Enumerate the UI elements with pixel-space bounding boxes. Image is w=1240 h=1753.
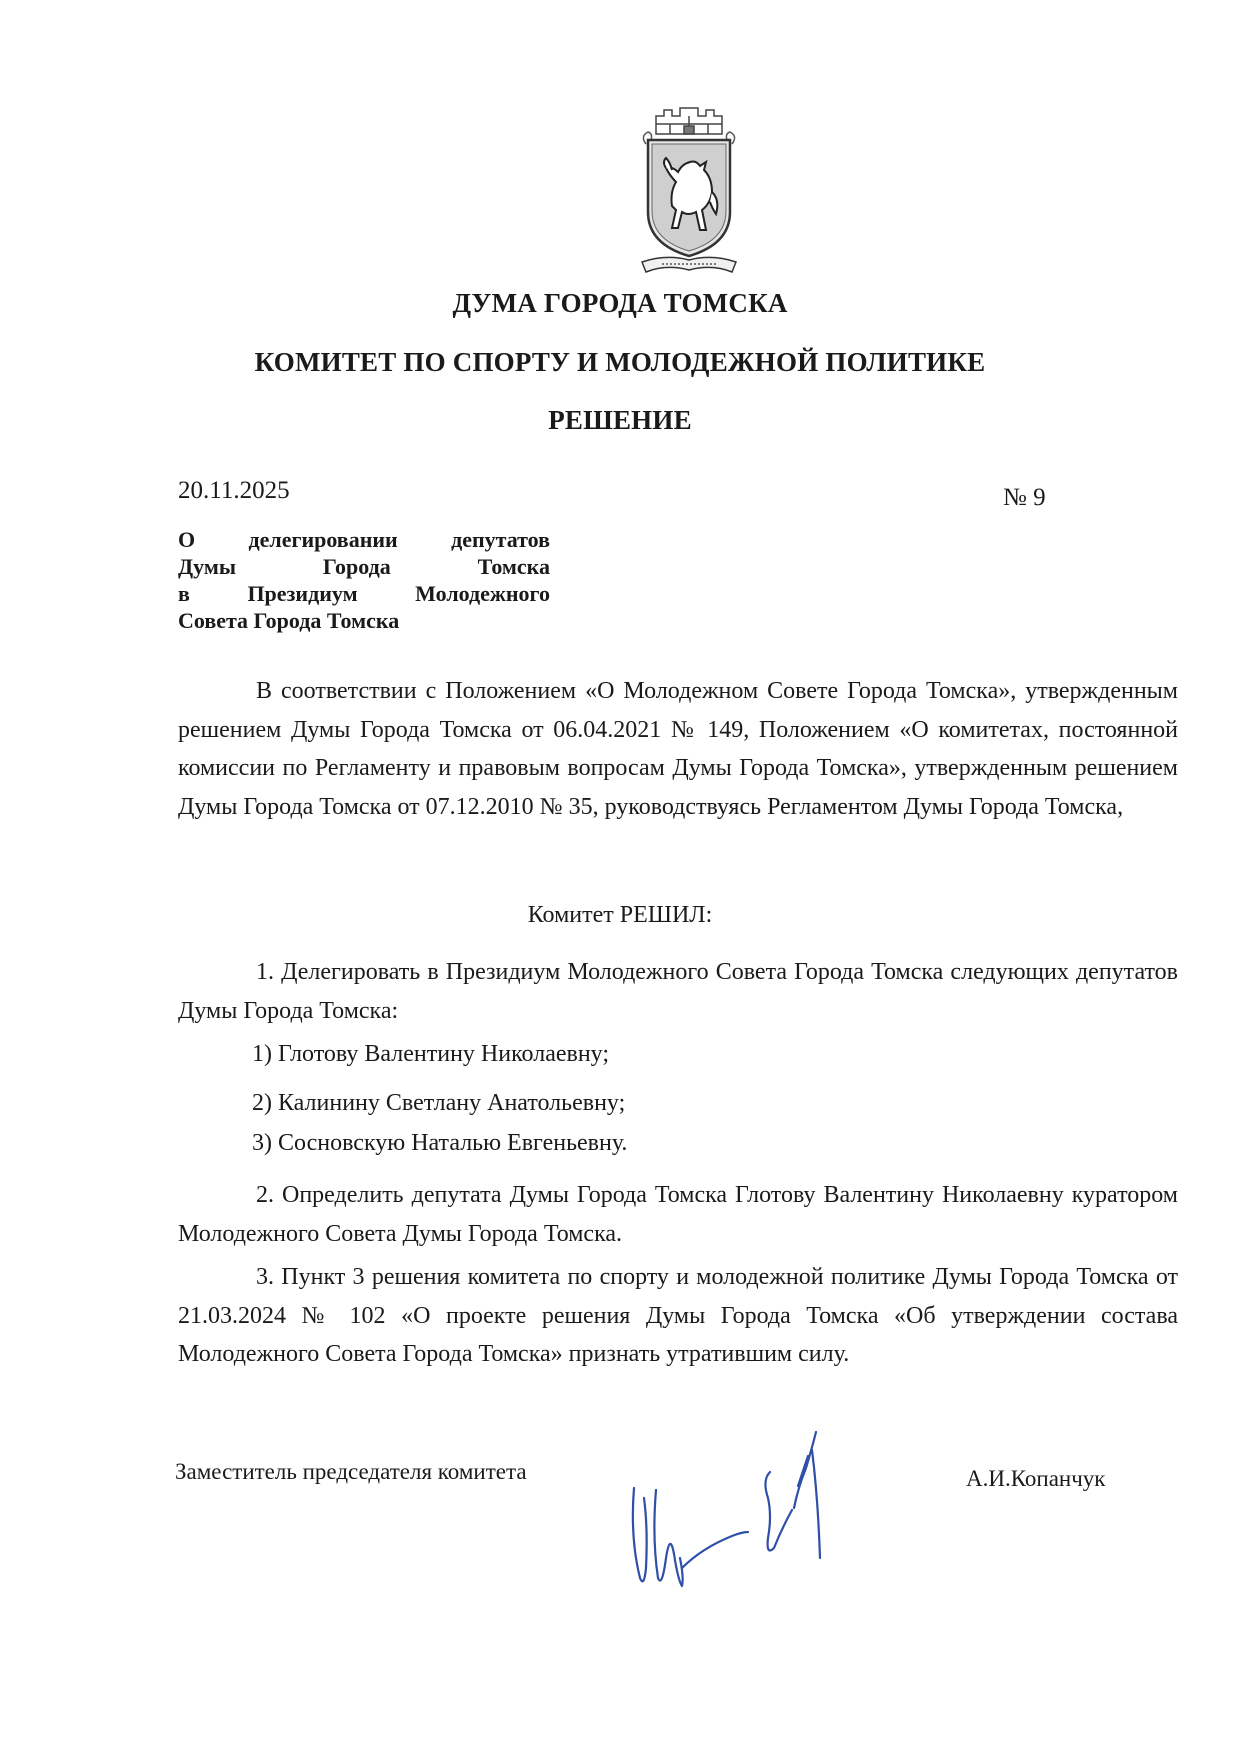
tomsk-coat-of-arms-icon [636,104,742,280]
document-number: № 9 [1003,484,1046,511]
handwritten-signature-icon [622,1428,852,1598]
delegate-list-item: 1) Глотову Валентину Николаевну; [252,1041,610,1067]
intro-paragraph: В соответствии с Положением «О Молодежном Совете Города Томска», утвержденным решением Думы Города Томска от 06.04.2021 № 149, Положением «О комитетах, постоянной комиссии по Регламенту и правовым вопросам Думы Города Томска», утвержденным решением Думы Города Томска от 07.12.2010 № 35, руководствуясь Регламентом Думы Города Томска, [178,678,1178,820]
signatory-role: Заместитель председателя комитета [175,1459,527,1484]
subject-line: Совета Города Томска [178,608,400,633]
subject-line: в Президиум Молодежного [178,581,550,606]
point-2-paragraph: 2. Определить депутата Думы Города Томска Глотову Валентину Николаевну куратором Молодежного Совета Думы Города Томска. [178,1182,1178,1247]
document-subject [178,526,550,634]
point-3-paragraph: 3. Пункт 3 решения комитета по спорту и молодежной политике Думы Города Томска от 21.03.2024 № 102 «О проекте решения Думы Города Томска «Об утверждении состава Молодежного Совета Города Томска» признать утратившим силу. [178,1264,1178,1367]
subject-line: Думы Города Томска [178,554,550,579]
signatory-name: А.И.Копанчук [966,1466,1106,1491]
committee-title: КОМИТЕТ ПО СПОРТУ И МОЛОДЕЖНОЙ ПОЛИТИКЕ [254,347,986,377]
delegate-list-item: 3) Сосновскую Наталью Евгеньевну. [252,1130,628,1156]
organization-title: ДУМА ГОРОДА ТОМСКА [452,288,788,318]
point-1-paragraph: 1. Делегировать в Президиум Молодежного Совета Города Томска следующих депутатов Думы Города Томска: [178,959,1178,1024]
document-type-title: РЕШЕНИЕ [548,405,692,435]
resolved-heading: Комитет РЕШИЛ: [527,902,713,928]
delegate-list-item: 2) Калинину Светлану Анатольевну; [252,1090,626,1116]
subject-line: О делегировании депутатов [178,527,550,552]
document-date: 20.11.2025 [178,477,290,504]
